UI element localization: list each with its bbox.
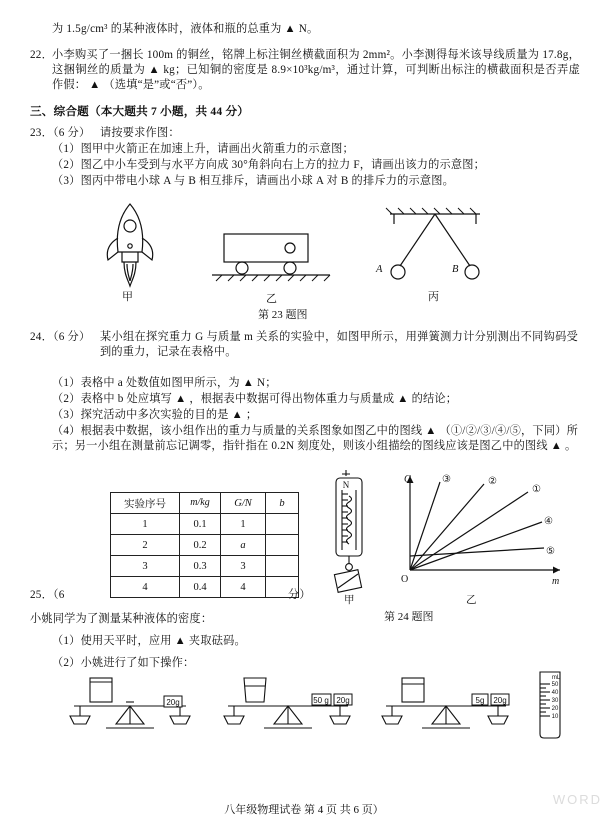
q23-number: 23．（6 分）: [30, 127, 91, 139]
svg-text:10: 10: [551, 714, 559, 720]
q23-item-1: （1）图甲中火箭正在加速上升，请画出火箭重力的示意图；: [52, 143, 354, 155]
q23-figure-caption: 第 23 题图: [258, 309, 308, 321]
figure-label-yi: 乙: [266, 293, 277, 305]
q25-item-1: （1）使用天平时，应用 ▲ 夹取砝码。: [52, 635, 246, 647]
svg-text:①: ①: [532, 484, 541, 495]
table-cell: 3: [221, 556, 266, 577]
q24-item-2: （2）表格中 b 处应填写 ▲ ，根据表中数据可得出物体重力与质量成 ▲ 的结论；: [52, 393, 458, 405]
svg-text:20: 20: [551, 706, 559, 712]
svg-text:mL: mL: [551, 675, 561, 681]
page-footer: 八年级物理试卷 第 4 页 共 6 页）: [224, 804, 384, 816]
table-cell: 3: [111, 556, 180, 577]
table-cell: [266, 514, 299, 535]
q24-figure-caption: 第 24 题图: [384, 611, 434, 623]
q24-item-3: （3）探究活动中多次实验的目的是 ▲ ；: [52, 409, 258, 421]
svg-text:20g: 20g: [336, 696, 350, 705]
ball-label-b: B: [452, 264, 459, 275]
table-row: [111, 514, 299, 535]
experiment-data-table: [110, 492, 299, 598]
figure-label-24-jia: 甲: [344, 595, 355, 606]
svg-text:N: N: [342, 480, 350, 490]
svg-text:O: O: [401, 574, 409, 585]
q24-number: 24．（6 分）: [30, 331, 91, 343]
figure-car: [206, 228, 336, 290]
figure-graph: [392, 470, 570, 588]
table-cell: [266, 535, 299, 556]
table-cell: 4: [111, 577, 180, 598]
svg-text:②: ②: [488, 476, 497, 487]
table-header-cell: m/kg: [180, 493, 221, 514]
table-header-cell: b: [266, 493, 299, 514]
svg-text:40: 40: [551, 690, 559, 696]
figure-rocket: [84, 198, 176, 290]
q23-item-2: （2）图乙中小车受到与水平方向成 30°角斜向右上方的拉力 F，请画出该力的示意图；: [52, 159, 486, 171]
q21-tail: 为 1.5g/cm³ 的某种液体时，液体和瓶的总重为 ▲ N。: [52, 23, 319, 35]
figure-label-24-yi: 乙: [466, 595, 477, 606]
svg-text:④: ④: [544, 516, 553, 527]
table-row: [111, 556, 299, 577]
svg-text:50 g: 50 g: [313, 696, 329, 705]
table-row: [111, 577, 299, 598]
watermark: WORD: [552, 792, 602, 807]
figure-graduated-cylinder: [528, 668, 572, 740]
table-cell: 0.1: [180, 514, 221, 535]
q24-lead: 某小组在探究重力 G 与质量 m 关系的实验中，如图甲所示，用弹簧测力计分别测出不同钩码受到的重力，记录在表格中。: [100, 331, 578, 358]
figure-balance-3: [372, 672, 522, 736]
q23-lead: 请按要求作图：: [100, 127, 180, 139]
table-cell: 4: [221, 577, 266, 598]
q25-item-2: （2）小姚进行了如下操作：: [52, 657, 195, 669]
svg-text:m: m: [552, 576, 560, 587]
figure-balance-1: [60, 672, 200, 736]
q22-number: 22．: [30, 49, 53, 61]
svg-text:20g: 20g: [493, 696, 507, 705]
q25-number: 25．（6: [30, 589, 65, 601]
q25-score-tail: 分）: [288, 589, 311, 601]
svg-text:③: ③: [442, 474, 451, 485]
q23-item-3: （3）图丙中带电小球 A 与 B 相互排斥，请画出小球 A 对 B 的排斥力的示意图。: [52, 175, 455, 187]
figure-spring-scale: [320, 470, 380, 594]
q22-text: 小李购买了一捆长 100m 的铜丝，铭牌上标注铜丝横截面积为 2mm²。小李测得每米该导线质量为 17.8g，这捆铜丝的质量为 ▲ kg；已知铜的密度是 8.9×10³kg/m³，通过计算，可判断出标注的横截面积是否弄虚作假： ▲ （选填“是”或“否”）。: [52, 49, 580, 91]
table-cell: 0.2: [180, 535, 221, 556]
table-cell: 0.4: [180, 577, 221, 598]
table-header-cell: G/N: [221, 493, 266, 514]
table-cell: [266, 556, 299, 577]
section-3-heading: 三、综合题（本大题共 7 小题，共 44 分）: [30, 105, 250, 118]
q24-item-4: （4）根据表中数据，该小组作出的重力与质量的关系图象如图乙中的图线 ▲ （①/②/③/④/⑤，下同）所示；另一小组在测量前忘记调零，指针指在 0.2N 刻度处，则该小组描绘的图线应该是图乙中的图线 ▲ 。: [52, 425, 578, 452]
figure-charged-balls: [370, 206, 500, 290]
q25-lead: 小姚同学为了测量某种液体的密度：: [30, 613, 213, 625]
svg-text:5g: 5g: [475, 696, 485, 705]
table-cell: a: [221, 535, 266, 556]
table-row: [111, 535, 299, 556]
svg-text:⑤: ⑤: [546, 546, 555, 557]
table-header-cell: 实验序号: [111, 493, 180, 514]
table-cell: 1: [111, 514, 180, 535]
figure-balance-2: [214, 672, 364, 736]
svg-text:30: 30: [551, 698, 559, 704]
table-cell: 2: [111, 535, 180, 556]
ball-label-a: A: [376, 264, 383, 275]
figure-label-jia: 甲: [122, 291, 133, 303]
q24-item-1: （1）表格中 a 处数值如图甲所示，为 ▲ N；: [52, 377, 277, 389]
svg-text:G: G: [404, 474, 412, 485]
figure-label-bing: 丙: [428, 291, 439, 303]
table-cell: 1: [221, 514, 266, 535]
table-cell: 0.3: [180, 556, 221, 577]
table-header-row: [111, 493, 299, 514]
svg-text:50: 50: [551, 682, 559, 688]
svg-text:20g: 20g: [166, 698, 180, 707]
